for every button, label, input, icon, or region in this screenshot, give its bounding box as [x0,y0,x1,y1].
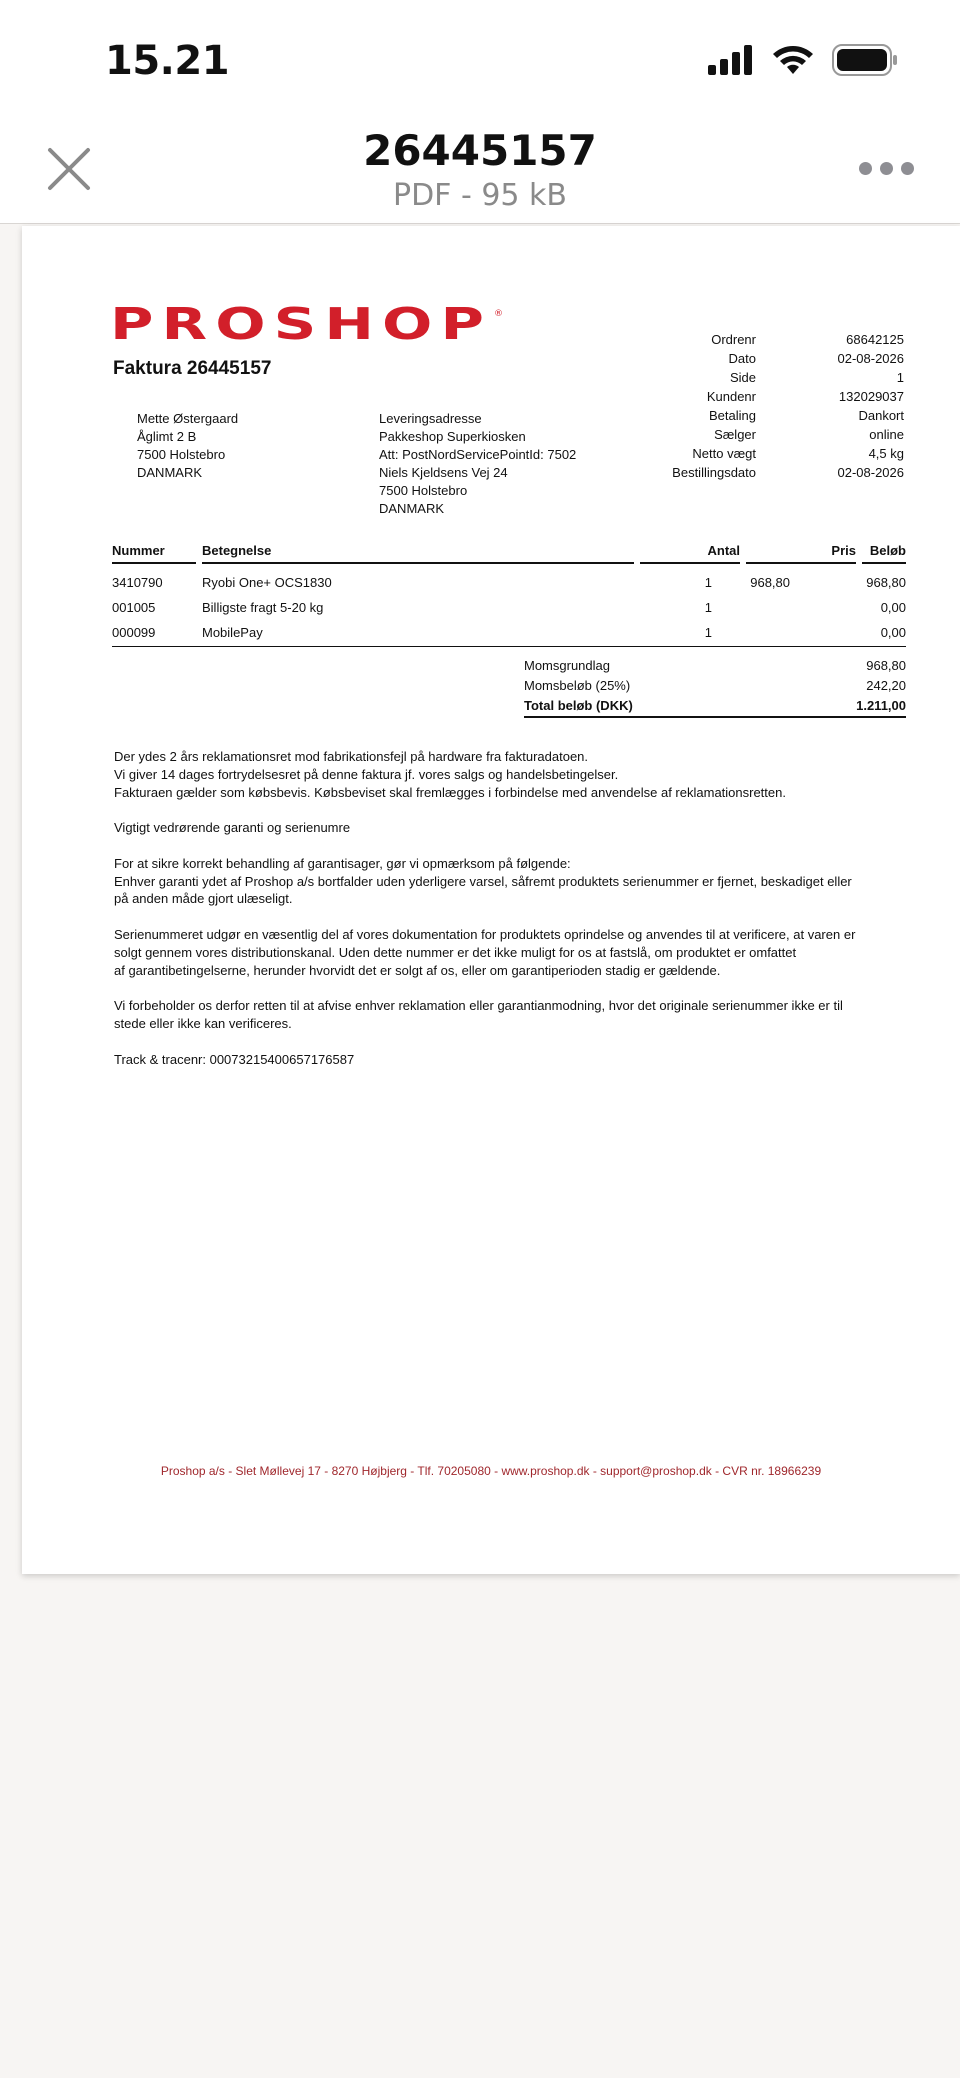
table-row [112,595,906,620]
meta-row [622,349,904,368]
cell-price: 968,80 [750,575,790,590]
proshop-logo [110,306,530,346]
meta-row [622,406,904,425]
totals-label: Total beløb (DKK) [524,698,633,713]
cell-desc: MobilePay [202,625,263,640]
meta-label: Ordrenr [711,332,756,347]
col-qty-header: Antal [640,542,740,564]
meta-row [622,368,904,387]
meta-label: Bestillingsdato [672,465,756,480]
terms-line: på anden måde gjort ulæseligt. [114,891,293,907]
meta-label: Betaling [709,408,756,423]
col-number-header: Nummer [112,542,196,564]
totals-value: 1.211,00 [856,698,906,713]
tracking-number [114,1051,914,1069]
totals-value: 968,80 [866,658,906,673]
cell-amount: 0,00 [880,600,906,615]
table-divider [112,646,906,647]
items-table-body [112,570,906,645]
address-line: Niels Kjeldsens Vej 24 [379,465,508,480]
cell-desc: Billigste fragt 5-20 kg [202,600,324,615]
cell-qty: 1 [704,625,712,640]
terms-text [114,748,914,1086]
meta-value: 4,5 kg [868,446,904,461]
cell-amount: 968,80 [866,575,906,590]
terms-paragraph [114,997,914,1033]
terms-paragraph [114,819,914,837]
cell-qty: 1 [704,575,712,590]
cell-number: 001005 [112,600,156,615]
cell-amount: 0,00 [880,625,906,640]
svg-text:PROSHOP: PROSHOP [110,306,492,346]
meta-value: Dankort [858,408,904,423]
cell-qty: 1 [704,600,712,615]
terms-paragraph [114,926,914,979]
signal-icon [708,45,754,75]
totals-label: Momsgrundlag [524,658,610,673]
col-amount-header: Beløb [862,542,906,564]
terms-paragraph [114,855,914,908]
terms-line: Fakturaen gælder som købsbevis. Købsbeviset skal fremlægges i forbindelse med anvendelse af reklamationsretten. [114,784,786,800]
meta-value: 02-08-2026 [837,351,904,366]
clock: 15.21 [105,38,230,84]
meta-value: 132029037 [838,389,904,404]
terms-line: Track & tracenr: 00073215400657176587 [114,1051,355,1067]
meta-label: Kundenr [706,389,756,404]
meta-value: online [869,427,904,442]
meta-row [622,387,904,406]
totals-block [524,656,906,718]
items-table-header [112,542,906,564]
terms-line: Der ydes 2 års reklamationsret mod fabrikationsfejl på hardware fra fakturadatoen. [114,749,589,764]
delivery-address [379,410,576,518]
meta-value: 02-08-2026 [837,465,904,480]
totals-value: 242,20 [866,678,906,693]
address-line: Åglimt 2 B [137,429,197,444]
status-icons [708,44,898,76]
meta-row [622,425,904,444]
invoice-heading: Faktura 26445157 [113,358,272,379]
terms-line: For at sikre korrekt behandling af garantisager, gør vi opmærksom på følgende: [114,855,571,871]
title-block [0,126,960,214]
grand-total-row [524,696,906,718]
totals-label: Momsbeløb (25%) [524,678,631,693]
meta-row [622,463,904,482]
invoice-meta [622,330,904,482]
address-line: 7500 Holstebro [137,447,226,462]
col-desc-header: Betegnelse [202,542,634,564]
document-subtitle: PDF - 95 kB [392,178,567,213]
more-icon[interactable] [859,162,914,175]
terms-line: Vi giver 14 dages fortrydelsesret på denne faktura jf. vores salgs og handelsbetingelser. [114,766,619,782]
terms-line: Vi forbeholder os derfor retten til at afvise enhver reklamation eller garantianmodning, hvor det originale serienummer ikke er til [114,998,843,1014]
meta-value: 68642125 [846,332,904,347]
meta-value: 1 [896,370,904,385]
invoice-footer: Proshop a/s - Slet Møllevej 17 - 8270 Højbjerg - Tlf. 70205080 - www.proshop.dk - support@proshop.dk - CVR nr. 18966239 [160,1464,822,1478]
terms-line: solgt gennem vores distributionskanal. Uden dette nummer er det ikke muligt for os at fastslå, om produktet er omfattet [114,944,797,960]
col-price-header: Pris [746,542,856,564]
meta-row [622,330,904,349]
meta-label: Side [729,370,756,385]
customer-address [137,410,238,482]
more-dot [901,162,914,175]
address-line: DANMARK [379,501,445,516]
svg-text:®: ® [494,309,503,319]
terms-line: stede eller ikke kan verificeres. [114,1015,292,1031]
meta-label: Sælger [714,427,756,442]
terms-line: Serienummeret udgør en væsentlig del af vores dokumentation for produktets oprindelse og anvendes til at verificere, at varen er [114,926,856,942]
more-dot [880,162,893,175]
address-line: DANMARK [137,465,203,480]
terms-line: af garantibetingelserne, herunder hvorvidt det er solgt af os, eller om garantiperioden stadig er gældende. [114,962,721,978]
more-dot [859,162,872,175]
pdf-page[interactable] [22,226,960,1574]
terms-line: Vigtigt vedrørende garanti og serienumre [114,820,351,836]
terms-paragraph [114,748,914,801]
meta-label: Netto vægt [692,446,756,461]
cell-number: 000099 [112,625,156,640]
document-title: 26445157 [363,126,597,175]
vat-row [524,676,906,696]
battery-icon [832,44,898,76]
cell-number: 3410790 [112,575,163,590]
meta-row [622,444,904,463]
nav-bar [0,120,960,224]
address-line: Leveringsadresse [379,411,482,426]
address-line: Mette Østergaard [137,411,239,426]
address-line: Att: PostNordServicePointId: 7502 [379,447,577,462]
wifi-icon [772,45,814,75]
status-bar [0,0,960,120]
address-line: 7500 Holstebro [379,483,468,498]
subtotal-row [524,656,906,676]
address-line: Pakkeshop Superkiosken [379,429,526,444]
cell-desc: Ryobi One+ OCS1830 [202,575,332,590]
meta-label: Dato [728,351,756,366]
invoice-document [22,226,960,1574]
terms-line: Enhver garanti ydet af Proshop a/s bortfalder uden yderligere varsel, såfremt produktets serienummer er fjernet, beskadiget eller [114,873,852,889]
table-row [112,620,906,645]
table-row [112,570,906,595]
